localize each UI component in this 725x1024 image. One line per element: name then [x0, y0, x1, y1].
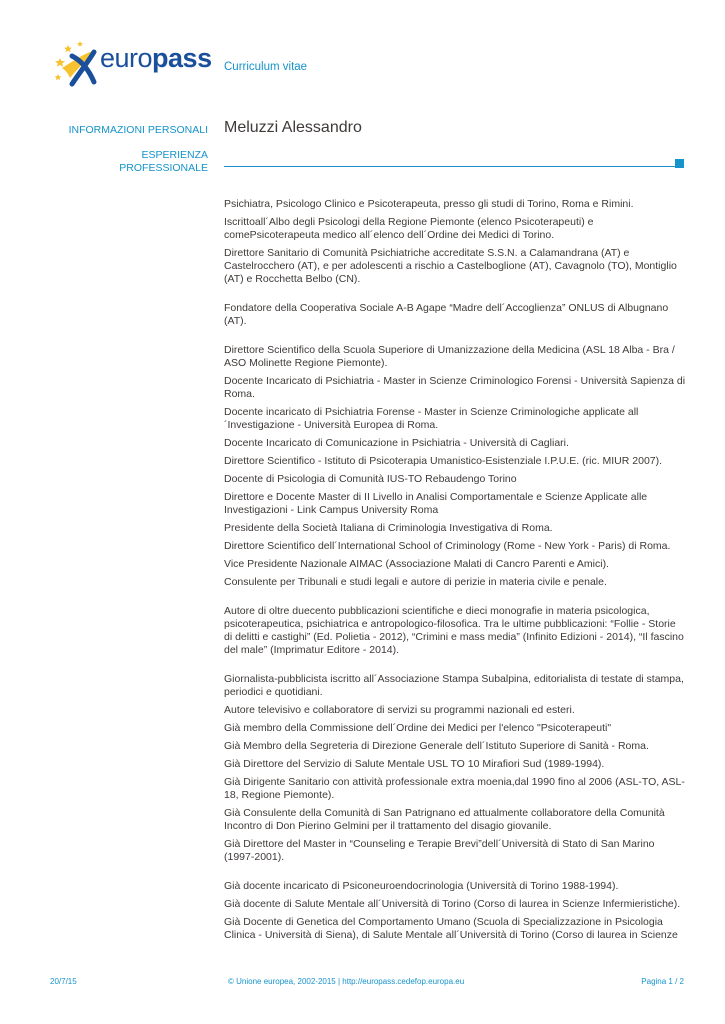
- experience-item: Vice Presidente Nazionale AIMAC (Associazione Malati di Cancro Parenti e Amici).: [224, 558, 609, 570]
- experience-item: Autore di oltre duecento pubblicazioni scientifiche e dieci monografie in materia psicologica, psicoterapeutica, psichiatrica e antropologico-filosofica. Tra le ultime pubblicazioni: “Follie - Storie di delitti e castighi” (Ed. Polietia - 2012), “Crimini e mass media” (Infinito Edizioni - 2014), “Il fascino del male” (Imprimatur Editore - 2014).: [224, 605, 684, 656]
- experience-item: Docente Incaricato di Psichiatria - Master in Scienze Criminologico Forensi - Università Sapienza di Roma.: [224, 375, 686, 400]
- footer-copyright: © Unione europea, 2002-2015 | http://europass.cedefop.europa.eu: [228, 977, 465, 986]
- person-name: Meluzzi Alessandro: [224, 119, 362, 136]
- experience-item: Già docente di Salute Mentale all´Università di Torino (Corso di laurea in Scienze Infermieristiche).: [224, 898, 681, 910]
- personal-info-label: INFORMAZIONI PERSONALI: [68, 124, 208, 136]
- experience-item: Già docente incaricato di Psiconeuroendocrinologia (Università di Torino 1988-1994).: [224, 880, 619, 892]
- document-title: Curriculum vitae: [224, 61, 308, 73]
- experience-item: Direttore Sanitario di Comunità Psichiatriche accreditate S.S.N. a Calamandrana (AT) e Castelrocchero (AT), e per adolescenti a rischio a Castelboglione (AT), Cavagnolo (TO), Montiglio (AT) e Rocchetta Belbo (CN).: [224, 247, 677, 285]
- experience-item: Già Direttore del Servizio di Salute Mentale USL TO 10 Mirafiori Sud (1989-1994).: [224, 758, 605, 770]
- experience-item: Psichiatra, Psicologo Clinico e Psicoterapeuta, presso gli studi di Torino, Roma e Rimini.: [224, 198, 634, 210]
- section-divider: [224, 166, 676, 167]
- experience-item: Direttore Scientifico - Istituto di Psicoterapia Umanistico-Esistenziale I.P.U.E. (ric. MIUR 2007).: [224, 455, 663, 467]
- experience-label-line1: ESPERIENZA: [141, 149, 208, 161]
- experience-item: Docente Incaricato di Comunicazione in Psichiatria - Università di Cagliari.: [224, 437, 569, 449]
- experience-label-line2: PROFESSIONALE: [119, 162, 208, 174]
- experience-item: Già Dirigente Sanitario con attività professionale extra moenia,dal 1990 fino al 2006 (ASL-TO, ASL-18, Regione Piemonte).: [224, 776, 685, 801]
- experience-item: Già membro della Commissione dell´Ordine dei Medici per l'elenco "Psicoterapeuti": [224, 722, 612, 734]
- experience-item: Già Docente di Genetica del Comportamento Umano (Scuola di Specializzazione in Psicologia Clinica - Università di Siena), di Salute Mentale all´Università di Torino (Corso di laurea in Scienze: [224, 916, 678, 941]
- experience-item: Direttore Scientifico dell´International School of Criminology (Rome - New York - Paris) di Roma.: [224, 540, 671, 552]
- experience-item: Presidente della Società Italiana di Criminologia Investigativa di Roma.: [224, 522, 553, 534]
- wordmark-bold: pass: [152, 43, 212, 73]
- experience-item: Già Membro della Segreteria di Direzione Generale dell´Istituto Superiore di Sanità - Roma.: [224, 740, 649, 752]
- europass-wordmark: [100, 43, 212, 74]
- experience-item: Già Consulente della Comunità di San Patrignano ed attualmente collaboratore della Comunità Incontro di Don Pierino Gelmini per il trattamento del disagio giovanile.: [224, 807, 665, 832]
- experience-item: Direttore e Docente Master di II Livello in Analisi Comportamentale e Scienze Applicate alle Investigazioni - Link Campus University Roma: [224, 491, 648, 516]
- experience-item: Già Direttore del Master in “Counseling e Terapie Brevi”dell´Università di Stato di San Marino (1997-2001).: [224, 838, 655, 863]
- footer-date: 20/7/15: [50, 977, 77, 986]
- section-divider-square-icon: [675, 159, 684, 168]
- experience-item: Direttore Scientifico della Scuola Superiore di Umanizzazione della Medicina (ASL 18 Alba - Bra / ASO Molinette Regione Piemonte).: [224, 344, 675, 369]
- wordmark-light: euro: [100, 43, 153, 73]
- experience-item: Docente di Psicologia di Comunità IUS-TO Rebaudengo Torino: [224, 473, 517, 485]
- experience-list: [224, 198, 686, 947]
- experience-item: Fondatore della Cooperativa Sociale A-B Agape “Madre dell´Accoglienza” ONLUS di Albugnano (AT).: [224, 302, 669, 327]
- footer-page-number: Pagina 1 / 2: [641, 977, 684, 986]
- experience-label: [50, 149, 208, 175]
- experience-item: Autore televisivo e collaboratore di servizi su programmi nazionali ed esteri.: [224, 704, 575, 716]
- experience-item: Docente incaricato di Psichiatria Forense - Master in Scienze Criminologiche applicate all´Investigazione - Università Europea di Roma.: [224, 406, 639, 431]
- experience-item: Iscrittoall´Albo degli Psicologi della Regione Piemonte (elenco Psicoterapeuti) e comePsicoterapeuta medico all´elenco dell´Ordine dei Medici di Torino.: [224, 216, 594, 241]
- experience-item: Giornalista-pubblicista iscritto all´Associazione Stampa Subalpina, editorialista di testate di stampa, periodici e quotidiani.: [224, 673, 684, 698]
- experience-item: Consulente per Tribunali e studi legali e autore di perizie in materia civile e penale.: [224, 576, 607, 588]
